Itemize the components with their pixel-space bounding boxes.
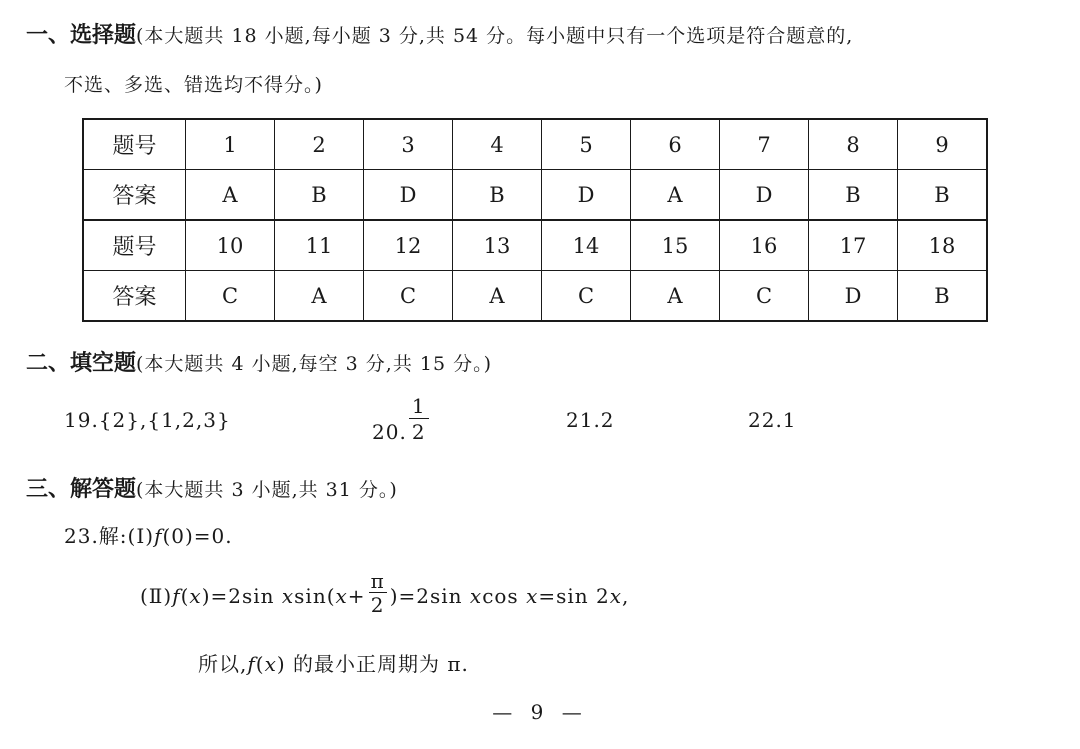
row-label: 答案 (83, 170, 186, 221)
table-cell: A (631, 271, 720, 322)
table-cell: A (453, 271, 542, 322)
section1-note: (本大题共 18 小题,每小题 3 分,共 54 分。每小题中只有一个选项是符合题意的, (136, 25, 854, 47)
q23-prefix: 23.解:(Ⅰ) (64, 524, 155, 548)
table-cell: A (275, 271, 364, 322)
answer-20-prefix: 20. (372, 420, 407, 444)
table-cell: B (898, 271, 988, 322)
table-cell: B (898, 170, 988, 221)
math-text: sin( (294, 584, 336, 608)
table-cell: C (364, 271, 453, 322)
part2-label: (Ⅱ) (140, 584, 173, 608)
section3-heading (26, 472, 398, 503)
q23-conclusion (198, 648, 469, 677)
table-row (83, 271, 987, 322)
section1-note2: 不选、多选、错选均不得分。) (64, 74, 323, 96)
table-cell: 18 (898, 220, 988, 271)
answer-22: 22.1 (748, 408, 797, 432)
math-f: f (154, 524, 163, 548)
table-row (83, 220, 987, 271)
math-text: 所以, (198, 652, 248, 676)
answer-21: 21.2 (566, 408, 615, 432)
math-text: ( (255, 652, 265, 676)
math-x: x (526, 584, 539, 608)
table-row (83, 170, 987, 221)
table-cell: 11 (275, 220, 364, 271)
fraction-numerator: π (370, 569, 385, 593)
answer-20 (372, 394, 429, 459)
table-cell: C (720, 271, 809, 322)
table-cell: 15 (631, 220, 720, 271)
section2-heading (26, 346, 492, 377)
table-cell: 13 (453, 220, 542, 271)
table-cell: B (809, 170, 898, 221)
table-cell: 7 (720, 119, 809, 170)
table-cell: 9 (898, 119, 988, 170)
q23-part2 (140, 569, 630, 621)
section3-title: 三、解答题 (26, 477, 137, 502)
math-text: ) 的最小正周期为 π. (276, 652, 469, 676)
math-text: =sin 2 (538, 584, 610, 608)
math-text: )=2sin (201, 584, 282, 608)
q23-part1 (64, 520, 233, 549)
table-cell: B (275, 170, 364, 221)
table-cell: 14 (542, 220, 631, 271)
math-text: + (347, 584, 366, 608)
section2-title: 二、填空题 (26, 351, 137, 376)
table-cell: 2 (275, 119, 364, 170)
table-cell: C (186, 271, 275, 322)
fraction-numerator: 1 (409, 394, 429, 419)
page-number: — 9 — (492, 700, 588, 724)
answer-table (82, 118, 988, 322)
table-cell: B (453, 170, 542, 221)
section1-title: 一、选择题 (26, 23, 137, 48)
math-x: x (335, 584, 348, 608)
math-f: f (247, 652, 256, 676)
table-cell: 16 (720, 220, 809, 271)
table-cell: D (542, 170, 631, 221)
table-cell: 17 (809, 220, 898, 271)
fraction-denominator: 2 (370, 593, 385, 617)
section2-note: (本大题共 4 小题,每空 3 分,共 15 分。) (136, 353, 493, 375)
math-text: ( (180, 584, 190, 608)
table-cell: 12 (364, 220, 453, 271)
table-cell: D (809, 271, 898, 322)
math-x: x (281, 584, 295, 608)
table-cell: D (364, 170, 453, 221)
math-x: x (609, 584, 623, 608)
table-row (83, 119, 987, 170)
row-label: 题号 (83, 220, 186, 271)
math-x: x (189, 584, 202, 608)
table-cell: 3 (364, 119, 453, 170)
table-cell: A (631, 170, 720, 221)
table-cell: A (186, 170, 275, 221)
math-x: x (264, 652, 277, 676)
row-label: 题号 (83, 119, 186, 170)
table-cell: 6 (631, 119, 720, 170)
math-f: f (172, 584, 181, 608)
table-cell: 4 (453, 119, 542, 170)
table-cell: 8 (809, 119, 898, 170)
section1-heading (26, 18, 853, 49)
table-cell: 5 (542, 119, 631, 170)
section3-note: (本大题共 3 小题,共 31 分。) (136, 479, 398, 501)
answer-19: 19.{2},{1,2,3} (64, 408, 231, 432)
q23-rest: (0)=0. (162, 524, 233, 548)
math-text: , (622, 584, 630, 608)
math-text: )=2sin (389, 584, 470, 608)
fraction (409, 394, 429, 445)
table-cell: D (720, 170, 809, 221)
table-cell: C (542, 271, 631, 322)
table-cell: 10 (186, 220, 275, 271)
row-label: 答案 (83, 271, 186, 322)
math-text: cos (482, 584, 527, 608)
table-cell: 1 (186, 119, 275, 170)
fraction-denominator: 2 (411, 420, 426, 444)
fraction (369, 570, 387, 617)
math-x: x (469, 584, 483, 608)
